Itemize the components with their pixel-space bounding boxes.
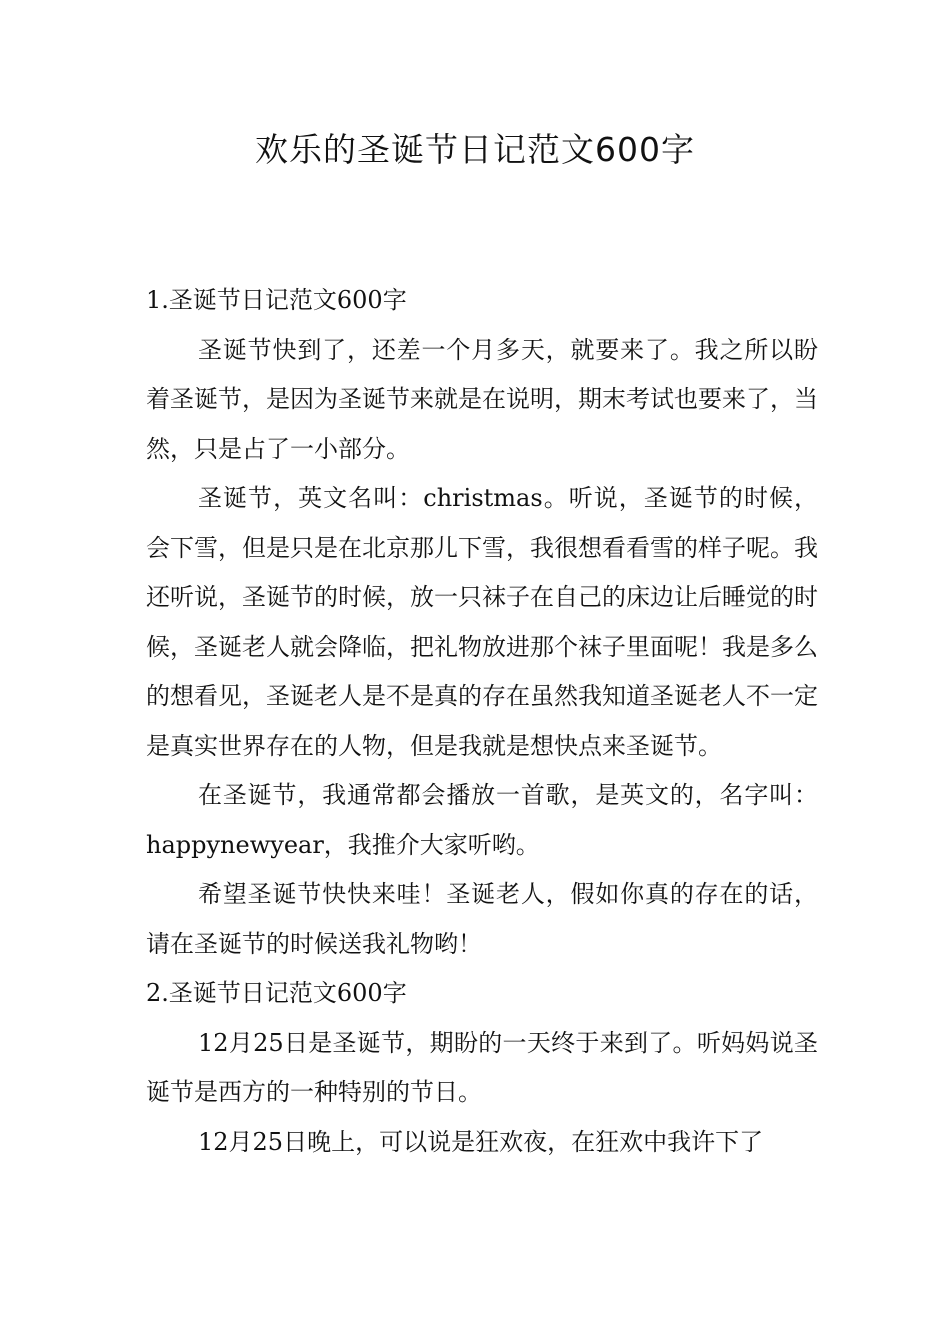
document-title: 欢乐的圣诞节日记范文600字	[255, 130, 695, 169]
paragraph: 在圣诞节，我通常都会播放一首歌，是英文的，名字叫：happynewyear，我推介大家听哟。	[146, 781, 818, 859]
paragraph: 12月25日是圣诞节，期盼的一天终于来到了。听妈妈说圣诞节是西方的一种特别的节日。	[146, 1028, 818, 1106]
document-body	[146, 276, 818, 1167]
section-heading: 1.圣诞节日记范文600字	[146, 286, 407, 314]
paragraph: 圣诞节，英文名叫：christmas。听说，圣诞节的时候，会下雪，但是只是在北京那儿下雪，我很想看看雪的样子呢。我还听说，圣诞节的时候，放一只袜子在自己的床边让后睡觉的时候，圣诞老人就会降临，把礼物放进那个袜子里面呢！我是多么的想看见，圣诞老人是不是真的存在虽然我知道圣诞老人不一定是真实世界存在的人物，但是我就是想快点来圣诞节。	[146, 484, 818, 760]
section-heading: 2.圣诞节日记范文600字	[146, 979, 407, 1007]
paragraph: 12月25日晚上，可以说是狂欢夜，在狂欢中我许下了	[198, 1127, 764, 1156]
paragraph: 圣诞节快到了，还差一个月多天，就要来了。我之所以盼着圣诞节，是因为圣诞节来就是在说明，期末考试也要来了，当然，只是占了一小部分。	[146, 335, 818, 463]
paragraph: 希望圣诞节快快来哇！圣诞老人，假如你真的存在的话，请在圣诞节的时候送我礼物哟！	[146, 880, 818, 958]
